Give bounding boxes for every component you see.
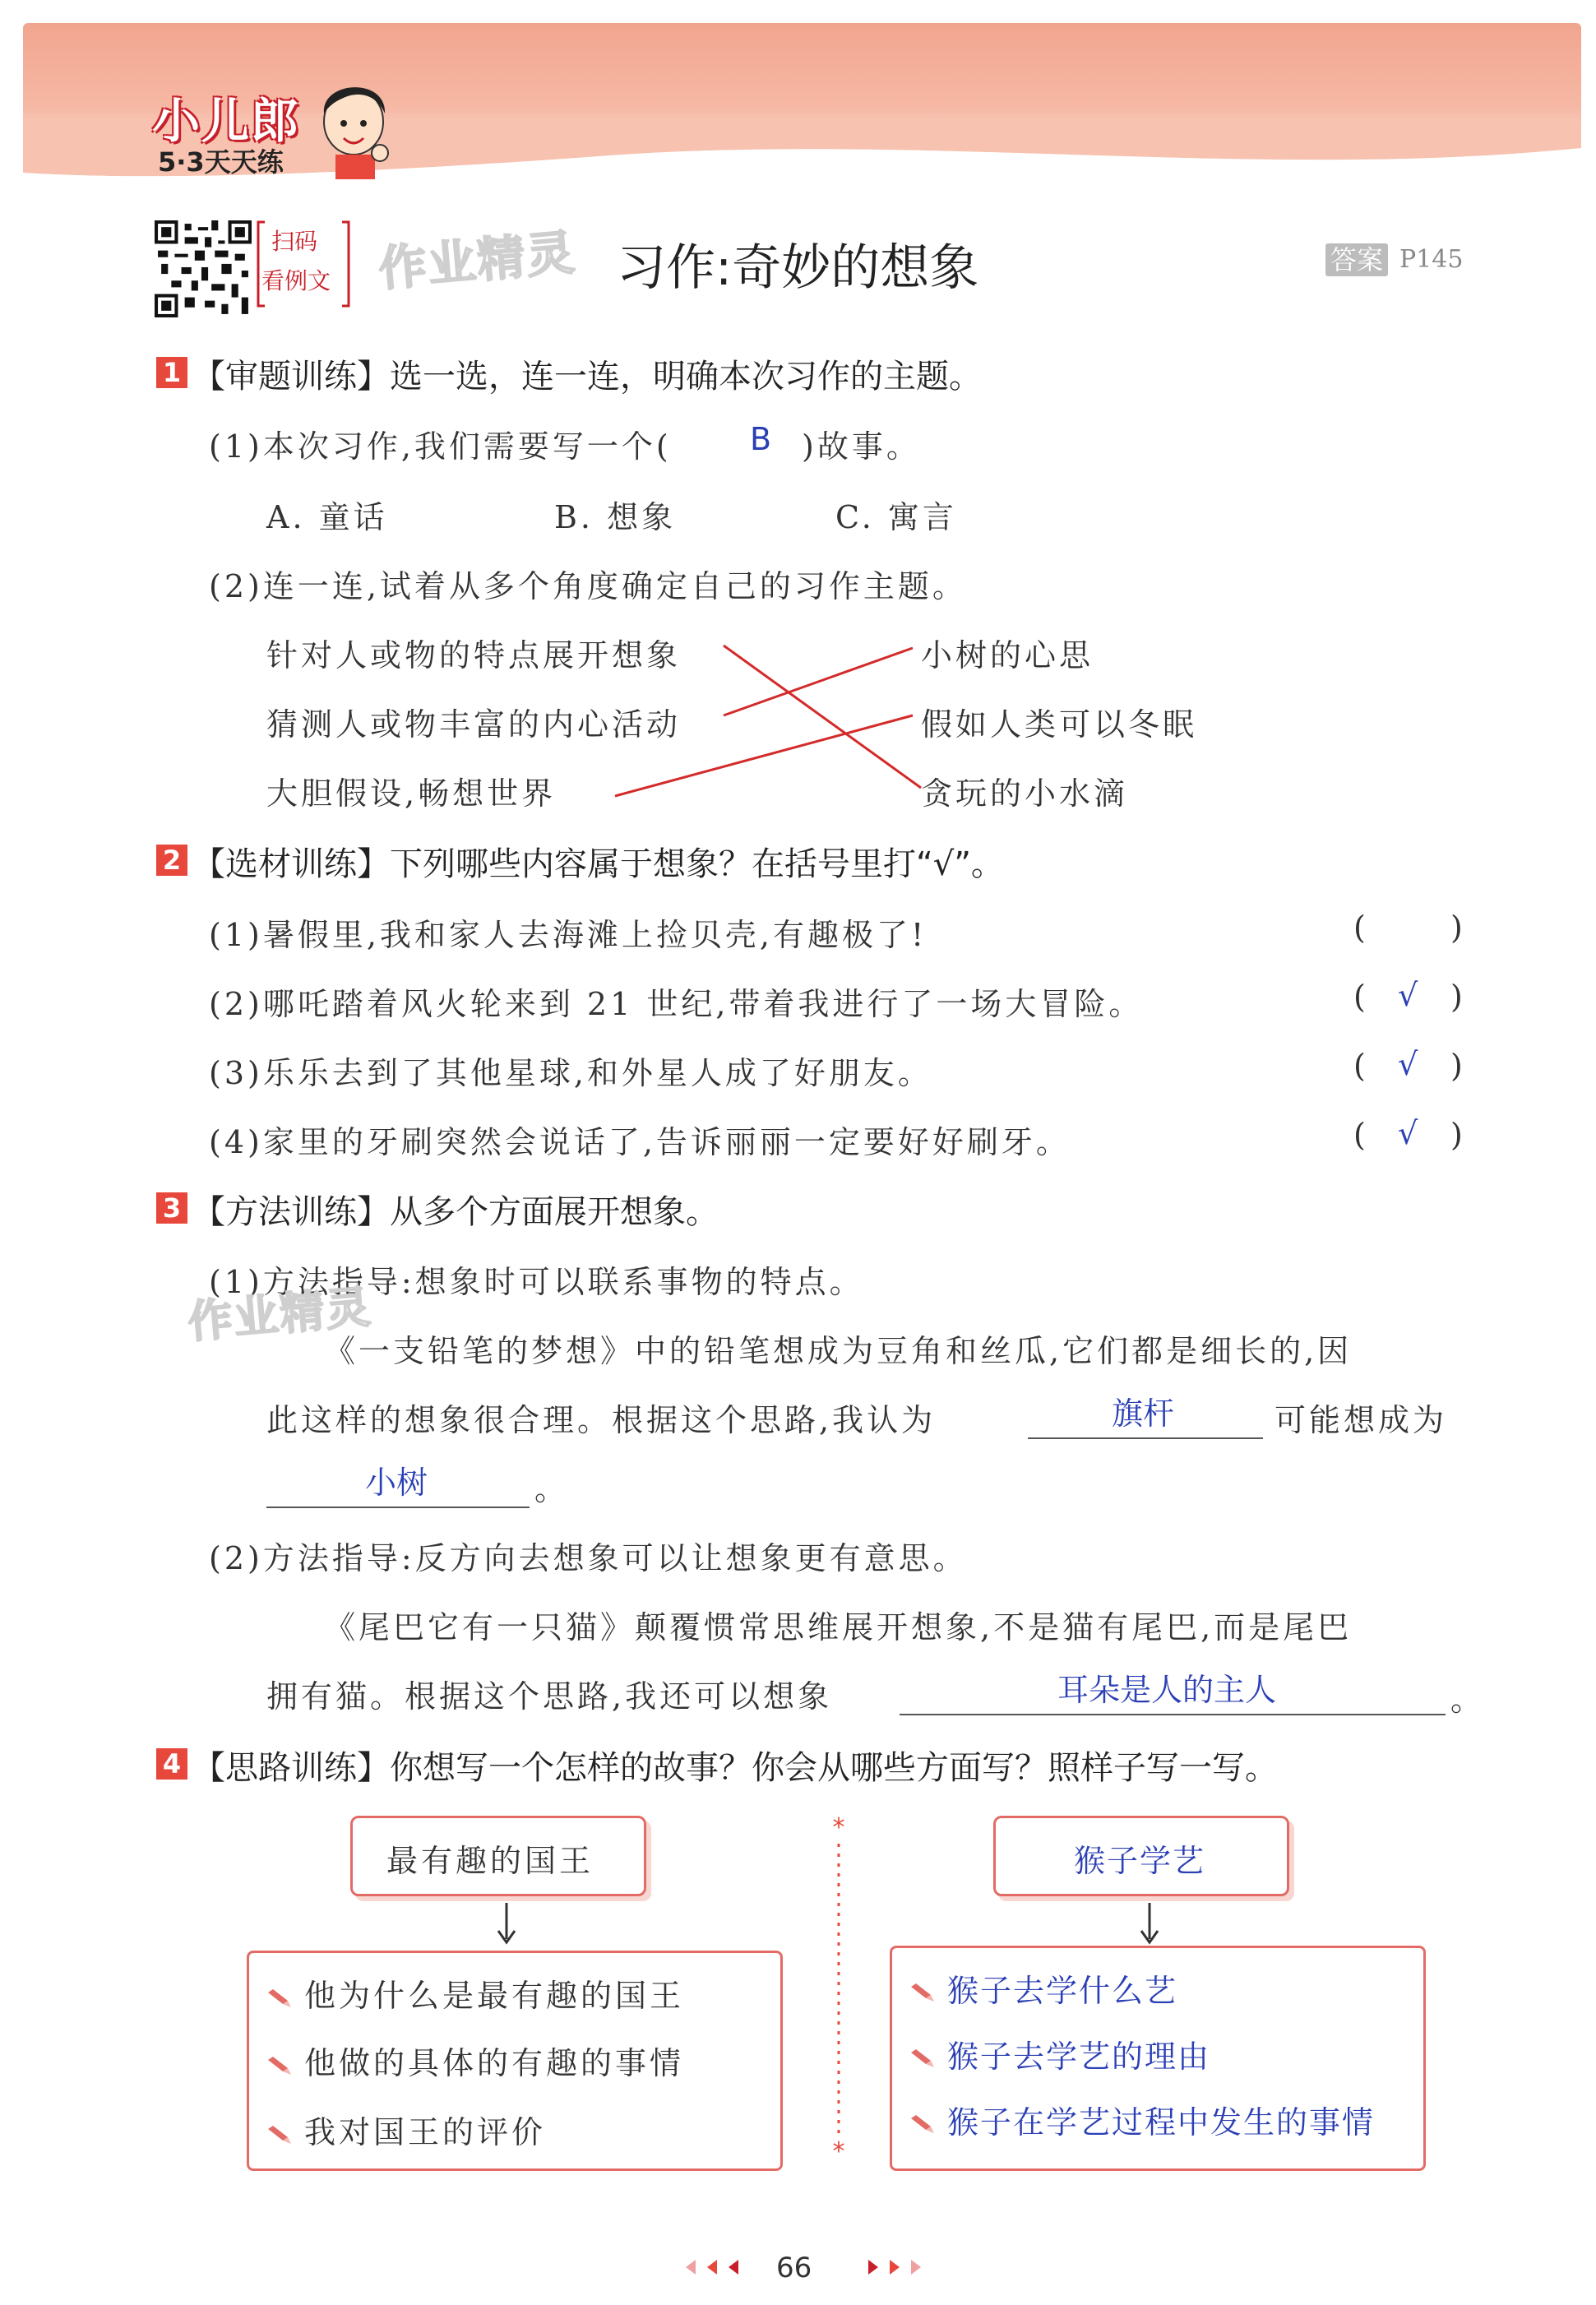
question-text: (2)连一连,试着从多个角度确定自己的习作主题。: [209, 568, 967, 604]
pencil-bullet-icon: [909, 1983, 936, 2003]
example-list-item-text: 他为什么是最有趣的国王: [304, 1978, 685, 2014]
paragraph-text: 《尾巴它有一只猫》颠覆惯常思维展开想象,不是猫有尾巴,而是尾巴: [324, 1609, 1353, 1645]
guide-text: (2)方法指导:反方向去想象可以让想象更有意思。: [209, 1540, 968, 1576]
match-line: [615, 715, 913, 796]
match-left-item: 大胆假设,畅想世界: [266, 775, 557, 812]
brand-logo: 小儿郎: [152, 93, 301, 149]
period-text: 。: [1450, 1682, 1486, 1718]
period-text: 。: [534, 1471, 570, 1507]
answer-list-item: [909, 1965, 1177, 2011]
scan-label-line1: 扫码: [271, 228, 318, 255]
paren-close: ): [1450, 910, 1463, 946]
answer-list-item: [909, 2031, 1210, 2076]
answer-list-item: [909, 2097, 1375, 2142]
choice-item: (2)哪吒踏着风火轮来到 21 世纪,带着我进行了一场大冒险。: [209, 986, 1144, 1022]
dotted-divider: [822, 1816, 855, 2161]
section-heading: 【方法训练】从多个方面展开想象。: [192, 1193, 719, 1231]
check-mark: √: [1398, 1046, 1418, 1082]
answer-list-item-text: 猴子去学什么艺: [947, 1973, 1178, 2009]
watermark: 作业精灵: [376, 224, 578, 298]
choice-item: (3)乐乐去到了其他星球,和外星人成了好朋友。: [209, 1055, 932, 1091]
watermark: 作业精灵: [186, 1280, 374, 1349]
section-heading: 【思路训练】你想写一个怎样的故事？你会从哪些方面写？照样子写一写。: [192, 1749, 1278, 1787]
section-number: 4: [156, 1748, 187, 1780]
answer-tag: 答案: [1325, 243, 1388, 276]
example-list-item: [266, 2107, 546, 2152]
page-number: 66: [776, 2252, 812, 2284]
matching-lines: [0, 0, 1596, 822]
pencil-bullet-icon: [909, 2115, 936, 2135]
answer-page-ref: P145: [1399, 245, 1464, 274]
paren-open: (: [1353, 979, 1366, 1015]
paragraph-text: 拥有猫。根据这个思路,我还可以想象: [266, 1678, 833, 1715]
pencil-bullet-icon: [266, 2126, 293, 2145]
match-left-item: 针对人或物的特点展开想象: [266, 637, 682, 673]
pencil-bullet-icon: [266, 1989, 293, 2009]
answer-list-item-text: 猴子在学艺过程中发生的事情: [947, 2104, 1376, 2141]
check-mark: √: [1398, 1115, 1418, 1151]
paren-close: ): [1450, 979, 1463, 1015]
question-text-end: )故事。: [802, 428, 921, 465]
section-heading: 【审题训练】选一选，连一连，明确本次习作的主题。: [192, 358, 982, 396]
option-c: C. 寓言: [835, 499, 957, 535]
svg-text:*: *: [832, 2137, 845, 2161]
example-title: 最有趣的国王: [386, 1843, 594, 1879]
example-list-item: [266, 1970, 684, 2016]
choice-item: (4)家里的牙刷突然会说话了,告诉丽丽一定要好好刷牙。: [209, 1124, 1071, 1160]
answer-choice: B: [750, 421, 772, 457]
handwritten-answer: 小树: [365, 1465, 428, 1501]
answer-title: 猴子学艺: [1074, 1843, 1206, 1879]
paren-close: ): [1450, 1117, 1463, 1153]
handwritten-answer: 旗杆: [1112, 1395, 1175, 1432]
match-right-item: 假如人类可以冬眠: [921, 706, 1198, 743]
paren-open: (: [1353, 1117, 1366, 1153]
match-line: [724, 646, 921, 788]
example-list-item-text: 我对国王的评价: [304, 2114, 547, 2150]
handwritten-answer: 耳朵是人的主人: [1057, 1672, 1277, 1708]
paragraph-text: 可能想成为: [1274, 1402, 1448, 1438]
paren-open: (: [1353, 1048, 1366, 1084]
match-right-item: 小树的心思: [921, 637, 1094, 673]
paragraph-text: 此这样的想象很合理。根据这个思路,我认为: [266, 1402, 937, 1438]
scan-label-line2: 看例文: [261, 267, 331, 294]
section-number: 1: [156, 357, 187, 388]
section-number: 2: [156, 845, 187, 876]
section-number: 3: [156, 1192, 187, 1224]
brand-subtitle: 5·3天天练: [158, 146, 284, 178]
svg-text:*: *: [832, 1816, 845, 1842]
pencil-bullet-icon: [266, 2057, 293, 2076]
next-arrows-icon: [854, 2255, 928, 2280]
example-list-item: [266, 2038, 684, 2083]
example-list-item-text: 他做的具体的有趣的事情: [304, 2045, 685, 2081]
paren-close: ): [1450, 1048, 1463, 1084]
question-text: (1)本次习作,我们需要写一个(: [209, 428, 672, 465]
match-line: [724, 648, 913, 715]
prev-arrows-icon: [679, 2255, 753, 2280]
option-a: A. 童话: [266, 499, 388, 535]
check-mark: √: [1398, 977, 1418, 1013]
answer-list-item-text: 猴子去学艺的理由: [947, 2039, 1211, 2075]
pencil-bullet-icon: [909, 2049, 936, 2069]
choice-item: (1)暑假里,我和家人去海滩上捡贝壳,有趣极了!: [209, 917, 928, 953]
match-left-item: 猜测人或物丰富的内心活动: [266, 706, 682, 743]
match-right-item: 贪玩的小水滴: [921, 775, 1129, 812]
section-heading: 【选材训练】下列哪些内容属于想象？在括号里打“√”。: [192, 845, 1004, 883]
paren-open: (: [1353, 910, 1366, 946]
page-title: 习作:奇妙的想象: [617, 239, 979, 297]
option-b: B. 想象: [554, 499, 677, 535]
arrow-down-icon: [490, 1903, 523, 1946]
arrow-down-icon: [1133, 1903, 1166, 1946]
paragraph-text: 《一支铅笔的梦想》中的铅笔想成为豆角和丝瓜,它们都是细长的,因: [324, 1333, 1353, 1369]
guide-text: (1)方法指导:想象时可以联系事物的特点。: [209, 1264, 864, 1300]
